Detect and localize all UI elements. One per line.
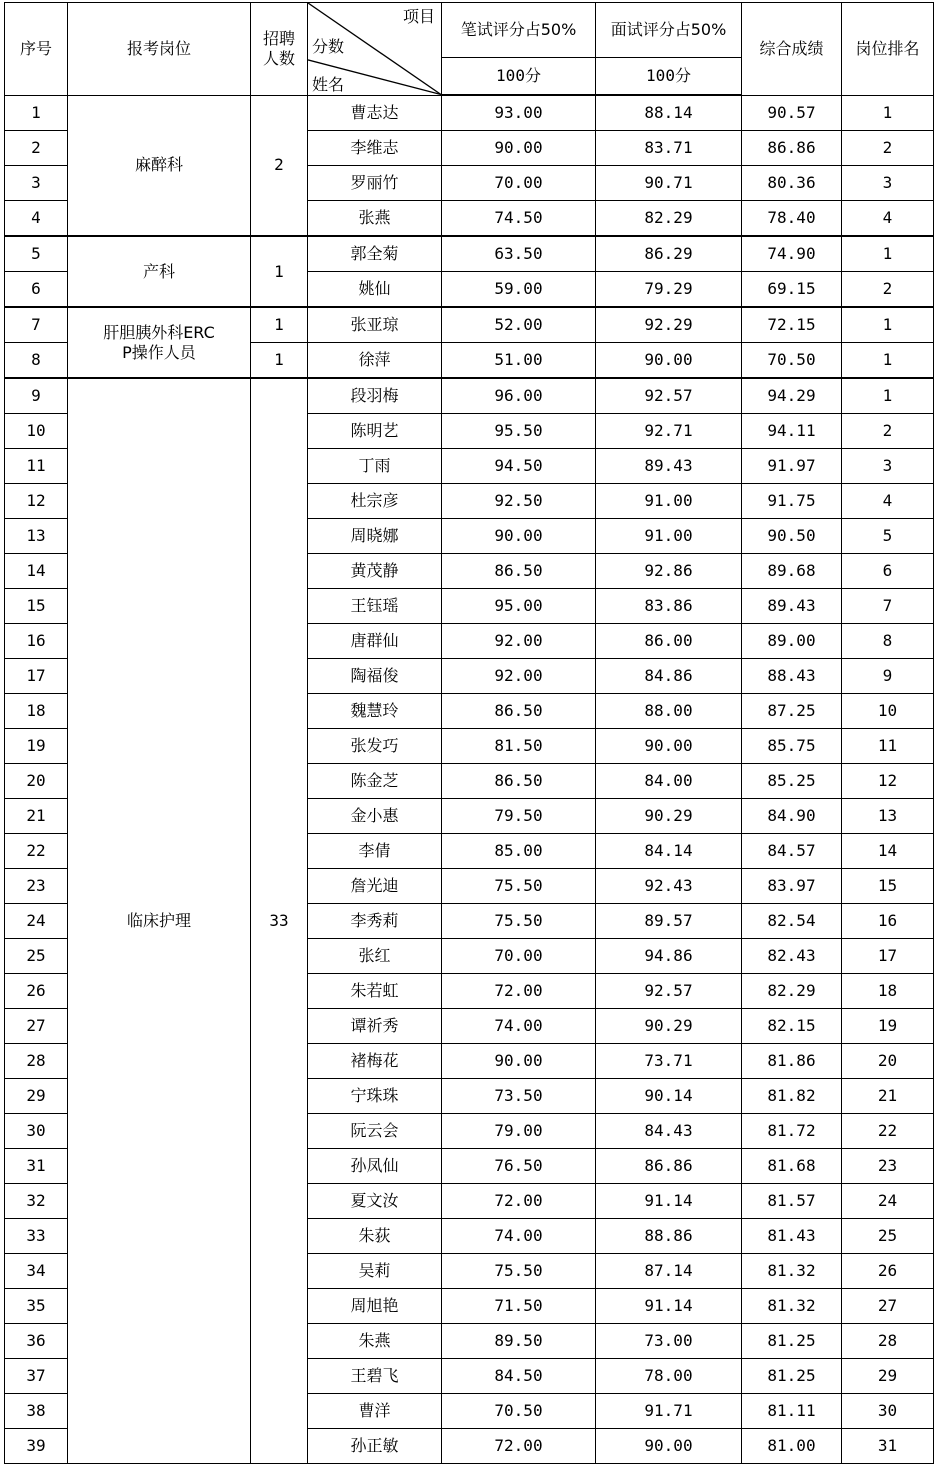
cell-written: 75.50: [442, 1254, 596, 1289]
cell-rank: 1: [842, 95, 934, 131]
cell-seq: 18: [5, 694, 68, 729]
cell-rank: 4: [842, 201, 934, 237]
cell-written: 72.00: [442, 1429, 596, 1464]
cell-interview: 79.29: [596, 272, 742, 308]
cell-total: 81.57: [742, 1184, 842, 1219]
cell-interview: 92.57: [596, 378, 742, 414]
cell-name: 唐群仙: [308, 624, 442, 659]
cell-written: 75.50: [442, 904, 596, 939]
table-row: [5, 95, 934, 131]
cell-total: 85.25: [742, 764, 842, 799]
cell-seq: 33: [5, 1219, 68, 1254]
cell-name: 曹志达: [308, 95, 442, 131]
cell-interview: 90.29: [596, 799, 742, 834]
cell-written: 72.00: [442, 1184, 596, 1219]
cell-interview: 83.71: [596, 131, 742, 166]
cell-interview: 91.71: [596, 1394, 742, 1429]
header-recruit-label: 招聘人数: [262, 28, 295, 68]
cell-interview: 84.00: [596, 764, 742, 799]
cell-name: 朱燕: [308, 1324, 442, 1359]
cell-total: 88.43: [742, 659, 842, 694]
cell-written: 86.50: [442, 694, 596, 729]
cell-total: 82.43: [742, 939, 842, 974]
cell-name: 周旭艳: [308, 1289, 442, 1324]
cell-total: 81.25: [742, 1324, 842, 1359]
cell-name: 孙正敏: [308, 1429, 442, 1464]
cell-interview: 87.14: [596, 1254, 742, 1289]
cell-written: 79.00: [442, 1114, 596, 1149]
cell-name: 朱荻: [308, 1219, 442, 1254]
cell-name: 张发巧: [308, 729, 442, 764]
cell-seq: 9: [5, 378, 68, 414]
cell-total: 81.68: [742, 1149, 842, 1184]
cell-interview: 89.43: [596, 449, 742, 484]
cell-name: 段羽梅: [308, 378, 442, 414]
cell-name: 姚仙: [308, 272, 442, 308]
cell-name: 王碧飞: [308, 1359, 442, 1394]
cell-name: 阮云会: [308, 1114, 442, 1149]
cell-written: 94.50: [442, 449, 596, 484]
cell-seq: 11: [5, 449, 68, 484]
cell-rank: 18: [842, 974, 934, 1009]
header-seq: 序号: [5, 3, 68, 96]
cell-name: 朱若虹: [308, 974, 442, 1009]
cell-written: 70.00: [442, 939, 596, 974]
cell-recruit: 33: [251, 378, 308, 1464]
cell-total: 74.90: [742, 236, 842, 272]
cell-written: 95.00: [442, 589, 596, 624]
cell-interview: 92.71: [596, 414, 742, 449]
cell-rank: 9: [842, 659, 934, 694]
cell-interview: 91.00: [596, 519, 742, 554]
cell-total: 89.68: [742, 554, 842, 589]
cell-written: 75.50: [442, 869, 596, 904]
cell-seq: 16: [5, 624, 68, 659]
cell-written: 86.50: [442, 764, 596, 799]
header-position: 报考岗位: [68, 3, 251, 96]
cell-rank: 3: [842, 166, 934, 201]
cell-rank: 14: [842, 834, 934, 869]
cell-rank: 29: [842, 1359, 934, 1394]
cell-total: 82.15: [742, 1009, 842, 1044]
table-body: [5, 95, 934, 1464]
cell-seq: 8: [5, 343, 68, 379]
cell-seq: 15: [5, 589, 68, 624]
cell-written: 81.50: [442, 729, 596, 764]
cell-rank: 13: [842, 799, 934, 834]
cell-interview: 89.57: [596, 904, 742, 939]
cell-seq: 20: [5, 764, 68, 799]
cell-interview: 92.29: [596, 307, 742, 343]
cell-seq: 12: [5, 484, 68, 519]
cell-position: 麻醉科: [68, 95, 251, 236]
cell-total: 81.25: [742, 1359, 842, 1394]
cell-interview: 92.43: [596, 869, 742, 904]
header-interview: 面试评分占50%: [596, 3, 742, 58]
cell-written: 89.50: [442, 1324, 596, 1359]
cell-rank: 17: [842, 939, 934, 974]
cell-rank: 10: [842, 694, 934, 729]
cell-written: 74.00: [442, 1009, 596, 1044]
cell-name: 王钰瑶: [308, 589, 442, 624]
cell-seq: 7: [5, 307, 68, 343]
cell-seq: 24: [5, 904, 68, 939]
cell-position-label: 肝胆胰外科ERCP操作人员: [103, 322, 215, 362]
cell-name: 李倩: [308, 834, 442, 869]
cell-name: 陈明艺: [308, 414, 442, 449]
cell-total: 84.57: [742, 834, 842, 869]
cell-position: 临床护理: [68, 378, 251, 1464]
cell-rank: 1: [842, 378, 934, 414]
cell-seq: 17: [5, 659, 68, 694]
cell-rank: 11: [842, 729, 934, 764]
cell-seq: 10: [5, 414, 68, 449]
header-interview-full: 100分: [596, 58, 742, 96]
cell-rank: 7: [842, 589, 934, 624]
cell-total: 90.57: [742, 95, 842, 131]
cell-rank: 2: [842, 272, 934, 308]
cell-seq: 13: [5, 519, 68, 554]
cell-name: 徐萍: [308, 343, 442, 379]
cell-seq: 27: [5, 1009, 68, 1044]
cell-name: 陶福俊: [308, 659, 442, 694]
cell-seq: 14: [5, 554, 68, 589]
cell-interview: 73.00: [596, 1324, 742, 1359]
diag-label-name: 姓名: [312, 74, 345, 94]
cell-rank: 3: [842, 449, 934, 484]
cell-total: 90.50: [742, 519, 842, 554]
cell-written: 92.00: [442, 659, 596, 694]
cell-interview: 88.86: [596, 1219, 742, 1254]
cell-written: 90.00: [442, 1044, 596, 1079]
cell-written: 95.50: [442, 414, 596, 449]
cell-rank: 2: [842, 131, 934, 166]
cell-seq: 1: [5, 95, 68, 131]
cell-rank: 28: [842, 1324, 934, 1359]
cell-name: 张燕: [308, 201, 442, 237]
cell-interview: 84.43: [596, 1114, 742, 1149]
cell-written: 90.00: [442, 131, 596, 166]
cell-seq: 3: [5, 166, 68, 201]
cell-total: 91.75: [742, 484, 842, 519]
cell-name: 陈金芝: [308, 764, 442, 799]
cell-interview: 86.86: [596, 1149, 742, 1184]
cell-total: 81.32: [742, 1254, 842, 1289]
cell-seq: 6: [5, 272, 68, 308]
cell-written: 70.50: [442, 1394, 596, 1429]
cell-rank: 21: [842, 1079, 934, 1114]
score-table: [4, 2, 934, 1464]
cell-seq: 5: [5, 236, 68, 272]
cell-written: 92.00: [442, 624, 596, 659]
cell-interview: 86.29: [596, 236, 742, 272]
cell-seq: 34: [5, 1254, 68, 1289]
cell-name: 吴莉: [308, 1254, 442, 1289]
cell-name: 周晓娜: [308, 519, 442, 554]
cell-name: 黄茂静: [308, 554, 442, 589]
cell-rank: 1: [842, 236, 934, 272]
cell-seq: 22: [5, 834, 68, 869]
cell-rank: 16: [842, 904, 934, 939]
cell-interview: 91.00: [596, 484, 742, 519]
cell-seq: 31: [5, 1149, 68, 1184]
cell-total: 72.15: [742, 307, 842, 343]
cell-rank: 31: [842, 1429, 934, 1464]
cell-name: 褚梅花: [308, 1044, 442, 1079]
cell-written: 59.00: [442, 272, 596, 308]
header-written: 笔试评分占50%: [442, 3, 596, 58]
cell-written: 74.50: [442, 201, 596, 237]
cell-seq: 2: [5, 131, 68, 166]
cell-written: 84.50: [442, 1359, 596, 1394]
table-row: [5, 378, 934, 414]
cell-written: 90.00: [442, 519, 596, 554]
cell-written: 74.00: [442, 1219, 596, 1254]
cell-interview: 90.00: [596, 343, 742, 379]
cell-position: [68, 307, 251, 378]
cell-seq: 23: [5, 869, 68, 904]
cell-total: 84.90: [742, 799, 842, 834]
cell-interview: 92.86: [596, 554, 742, 589]
cell-seq: 32: [5, 1184, 68, 1219]
cell-seq: 30: [5, 1114, 68, 1149]
cell-written: 71.50: [442, 1289, 596, 1324]
cell-interview: 73.71: [596, 1044, 742, 1079]
cell-name: 宁珠珠: [308, 1079, 442, 1114]
cell-written: 93.00: [442, 95, 596, 131]
cell-seq: 37: [5, 1359, 68, 1394]
cell-rank: 24: [842, 1184, 934, 1219]
cell-written: 72.00: [442, 974, 596, 1009]
cell-total: 81.82: [742, 1079, 842, 1114]
cell-rank: 25: [842, 1219, 934, 1254]
cell-written: 92.50: [442, 484, 596, 519]
header-rank: 岗位排名: [842, 3, 934, 96]
cell-seq: 26: [5, 974, 68, 1009]
cell-interview: 90.00: [596, 1429, 742, 1464]
cell-written: 63.50: [442, 236, 596, 272]
cell-interview: 83.86: [596, 589, 742, 624]
cell-interview: 92.57: [596, 974, 742, 1009]
cell-name: 孙凤仙: [308, 1149, 442, 1184]
cell-total: 85.75: [742, 729, 842, 764]
cell-rank: 4: [842, 484, 934, 519]
cell-written: 85.00: [442, 834, 596, 869]
cell-total: 89.00: [742, 624, 842, 659]
cell-name: 李秀莉: [308, 904, 442, 939]
header-diagonal-cell: [308, 3, 442, 96]
cell-total: 91.97: [742, 449, 842, 484]
cell-recruit: 1: [251, 236, 308, 307]
cell-rank: 30: [842, 1394, 934, 1429]
cell-name: 谭祈秀: [308, 1009, 442, 1044]
cell-total: 70.50: [742, 343, 842, 379]
cell-name: 张红: [308, 939, 442, 974]
cell-seq: 36: [5, 1324, 68, 1359]
cell-total: 81.11: [742, 1394, 842, 1429]
cell-total: 82.54: [742, 904, 842, 939]
cell-total: 80.36: [742, 166, 842, 201]
cell-total: 94.29: [742, 378, 842, 414]
cell-total: 83.97: [742, 869, 842, 904]
cell-seq: 35: [5, 1289, 68, 1324]
cell-total: 81.72: [742, 1114, 842, 1149]
cell-seq: 29: [5, 1079, 68, 1114]
cell-name: 李维志: [308, 131, 442, 166]
header-recruit: [251, 3, 308, 96]
cell-name: 魏慧玲: [308, 694, 442, 729]
cell-total: 94.11: [742, 414, 842, 449]
cell-written: 96.00: [442, 378, 596, 414]
cell-total: 82.29: [742, 974, 842, 1009]
cell-interview: 78.00: [596, 1359, 742, 1394]
table-header: [5, 3, 934, 96]
cell-interview: 90.29: [596, 1009, 742, 1044]
cell-interview: 86.00: [596, 624, 742, 659]
cell-total: 81.00: [742, 1429, 842, 1464]
cell-rank: 12: [842, 764, 934, 799]
cell-interview: 90.00: [596, 729, 742, 764]
cell-total: 87.25: [742, 694, 842, 729]
cell-seq: 19: [5, 729, 68, 764]
header-total: 综合成绩: [742, 3, 842, 96]
cell-position: 产科: [68, 236, 251, 307]
diag-label-score: 分数: [312, 37, 345, 56]
cell-rank: 1: [842, 343, 934, 379]
cell-name: 丁雨: [308, 449, 442, 484]
cell-interview: 94.86: [596, 939, 742, 974]
cell-name: 曹洋: [308, 1394, 442, 1429]
cell-interview: 88.14: [596, 95, 742, 131]
cell-name: 杜宗彦: [308, 484, 442, 519]
cell-interview: 90.71: [596, 166, 742, 201]
cell-interview: 84.86: [596, 659, 742, 694]
cell-rank: 2: [842, 414, 934, 449]
cell-rank: 15: [842, 869, 934, 904]
cell-interview: 82.29: [596, 201, 742, 237]
cell-rank: 20: [842, 1044, 934, 1079]
cell-name: 夏文汝: [308, 1184, 442, 1219]
cell-written: 70.00: [442, 166, 596, 201]
cell-written: 73.50: [442, 1079, 596, 1114]
cell-written: 86.50: [442, 554, 596, 589]
cell-total: 78.40: [742, 201, 842, 237]
cell-name: 罗丽竹: [308, 166, 442, 201]
cell-recruit: 1: [251, 343, 308, 379]
cell-interview: 88.00: [596, 694, 742, 729]
cell-total: 81.32: [742, 1289, 842, 1324]
cell-interview: 91.14: [596, 1289, 742, 1324]
cell-name: 张亚琼: [308, 307, 442, 343]
cell-total: 69.15: [742, 272, 842, 308]
cell-rank: 8: [842, 624, 934, 659]
cell-interview: 90.14: [596, 1079, 742, 1114]
cell-written: 52.00: [442, 307, 596, 343]
cell-written: 51.00: [442, 343, 596, 379]
cell-seq: 25: [5, 939, 68, 974]
cell-total: 81.43: [742, 1219, 842, 1254]
header-written-full: 100分: [442, 58, 596, 96]
cell-name: 詹光迪: [308, 869, 442, 904]
cell-interview: 84.14: [596, 834, 742, 869]
table-row: [5, 307, 934, 343]
cell-recruit: 2: [251, 95, 308, 236]
cell-name: 郭全菊: [308, 236, 442, 272]
cell-rank: 26: [842, 1254, 934, 1289]
table-row: [5, 236, 934, 272]
cell-seq: 28: [5, 1044, 68, 1079]
cell-interview: 91.14: [596, 1184, 742, 1219]
cell-seq: 4: [5, 201, 68, 237]
cell-recruit: 1: [251, 307, 308, 343]
cell-rank: 23: [842, 1149, 934, 1184]
cell-seq: 38: [5, 1394, 68, 1429]
cell-rank: 22: [842, 1114, 934, 1149]
cell-total: 86.86: [742, 131, 842, 166]
cell-total: 89.43: [742, 589, 842, 624]
cell-rank: 27: [842, 1289, 934, 1324]
cell-rank: 6: [842, 554, 934, 589]
cell-seq: 39: [5, 1429, 68, 1464]
cell-rank: 19: [842, 1009, 934, 1044]
cell-written: 79.50: [442, 799, 596, 834]
cell-rank: 5: [842, 519, 934, 554]
cell-written: 76.50: [442, 1149, 596, 1184]
diag-label-item: 项目: [402, 7, 435, 26]
cell-total: 81.86: [742, 1044, 842, 1079]
cell-seq: 21: [5, 799, 68, 834]
cell-name: 金小惠: [308, 799, 442, 834]
cell-rank: 1: [842, 307, 934, 343]
